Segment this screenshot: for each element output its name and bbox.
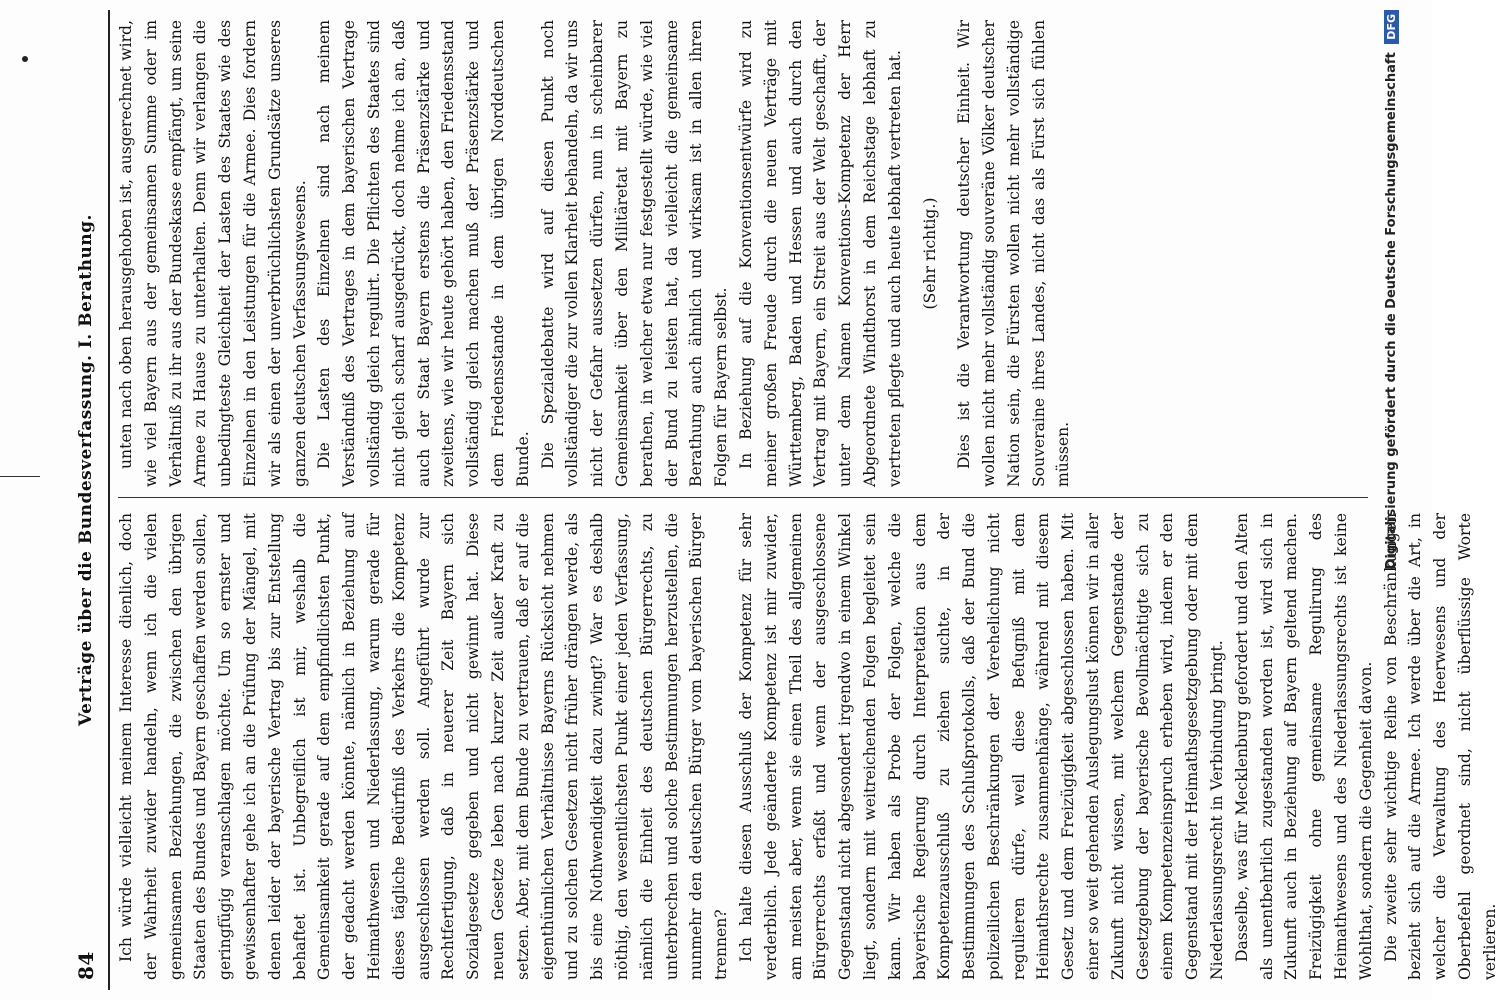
paragraph: Die zweite sehr wichtige Reihe von Beschränkungen bezieht sich auf die Armee. Ich werde über die Art, in welcher die Verwaltung des Heerwesens und der Oberbefehl geordnet sind, nicht überflüssige Worte verlieren.	[1381, 513, 1499, 980]
ink-spot	[22, 56, 28, 62]
paragraph: Die Spezialdebatte wird auf diesen Punkt noch vollständiger die zur vollen Klarheit behandeln, da wir uns nicht der Gefahr aussetzen dürfen, nun in scheinbarer Gemeinsamkeit über den Militäretat mit Bayern zu berathen, in welcher etwa nur festgestellt würde, wie viel der Bund zu leisten hat, da vielleicht die gemeinsame Berathung auch ähnlich und wirksam ist in allen ihren Folgen für Bayern selbst.	[538, 20, 731, 487]
right-column	[114, 20, 1374, 487]
left-column	[114, 513, 1499, 980]
dfg-logo: DFG	[1384, 10, 1399, 44]
digitization-credit	[1384, 0, 1414, 1000]
credit-text: Digitalisierung gefördert durch die Deutsche Forschungsgemeinschaft	[1384, 52, 1399, 570]
paragraph: Ich würde vielleicht meinem Interesse dienlich, doch der Wahrheit zuwider handeln, wenn ich die vielen gemeinsamen Beziehungen, die zwischen den übrigen Staaten des Bundes und Bayern geschaffen werden sollen, geringfügig veranschlagen möchte. Um so ernster und gewissenhafter gehe ich an die Prüfung der Mängel, mit denen leider der bayerische Vertrag bis zur Entstellung behaftet ist. Unbegreiflich ist mir, weshalb die Gemeinsamkeit gerade auf dem empfindlichsten Punkt, der gedacht werden könnte, nämlich in Beziehung auf Heimathwesen und Niederlassung, warum gerade für dieses tägliche Bedürfniß des Verkehrs die Kompetenz ausgeschlossen werden soll. Angeführt wurde zur Rechtfertigung, daß in neuerer Zeit Bayern sich Sozialgesetze gegeben und nicht gewinnt hat. Diese neuen Gesetze leben nach kurzer Zeit außer Kraft zu setzen. Aber, mit dem Bunde zu vertrauen, daß er auf die eigenthümlichen Verhältnisse Bayerns Rücksicht nehmen und zu solchen Gesetzen nicht früher drängen werde, als bis eine Nothwendigkeit dazu zwingt? War es deshalb nöthig, den wesentlichsten Punkt einer jeden Verfassung, nämlich die Einheit des deutschen Bürgerrechts, zu unterbrechen und solche Bestimmungen herzustellen, die nunmehr den deutschen Bürger vom bayerischen Bürger trennen?	[117, 513, 731, 980]
paragraph: In Beziehung auf die Konventionsentwürfe wird zu meiner großen Freude durch die neuen Verträge mit Württemberg, Baden und Hessen und auch durch den Vertrag mit Bayern, ein Streit aus der Welt geschafft, der unter dem Namen Konventions-Kompetenz der Herr Abgeordnete Windthorst in dem Reichstage lebhaft zu vertreten pflegte und auch heute lebhaft vertreten hat.	[736, 20, 904, 487]
paragraph: Ich halte diesen Ausschluß der Kompetenz für sehr verderblich. Jede geänderte Kompetenz ist mir zuwider, am meisten aber, wenn sie einen Theil des allgemeinen Bürgerrechts erfaßt und wenn der ausgeschlossene Gegenstand nicht abgesondert irgendwo in einem Winkel liegt, sondern mit weitreichenden Folgen begleitet sein kann. Wir haben als Probe der Folgen, welche die bayerische Regierung durch Interpretation aus dem Kompetenzausschluß zu ziehen suchte, in der Bestimmungen des Schlußprotokolls, daß der Bund die polizeilichen Beschränkungen der Verehelichung nicht regulieren dürfe, weil diese Befugniß mit dem Heimathsrechte zusammenhänge, während mit diesem Gesetz und dem Freizügigkeit abgeschlossen haben. Mit einer so weit gehenden Auslegungslust können wir in aller Zukunft nicht wissen, mit welchem Gegenstande der Gesetzgebung der bayerische Bevollmächtigte sich zu einem Kompetenzeinspruch erheben wird, indem er den Gegenstand mit der Heimathsgesetzgebung oder mit dem Niederlassungsrecht in Verbindung bringt.	[736, 513, 1227, 980]
applause-note: (Sehr richtig.)	[920, 197, 939, 310]
page-header	[64, 20, 108, 980]
rotated-content	[64, 0, 1499, 1000]
paragraph: Die Lasten des Einzelnen sind nach meinem Verständniß des Vertrages in dem bayerischen Vertrage vollständig gleich regulirt. Die Pflichten des Staates sind nicht gleich scharf ausgedrückt, doch nehme ich an, daß auch der Staat Bayern erstens die Präsenzstärke und zweitens, wie wir heute gehört haben, den Friedensstand vollständig gleich machen muß der Präsenzstärke und dem Friedensstande in dem übrigen Norddeutschen Bunde.	[315, 20, 532, 487]
header-rule	[108, 10, 110, 990]
edge-mark	[0, 476, 40, 477]
paragraph: Dasselbe, was für Mecklenburg gefordert und den Alten als unentbehrlich zugestanden worden ist, wird sich in Zukunft auch in Beziehung auf Bayern geltend machen. Freizügigkeit ohne gemeinsame Regulirung des Heimathwesens und des Niederlassungsrechts ist keine Wohlthat, sondern die Gegenheit davon.	[1232, 513, 1375, 980]
running-title: Verträge über die Bundesverfassung. I. Berathung.	[76, 214, 96, 726]
page-number: 84	[74, 951, 98, 980]
paragraph: unten nach oben herausgehoben ist, ausgerechnet wird, wie viel Bayern aus der gemeinsamen Summe oder im Verhältniß zu ihr aus der Bundeskasse empfängt, um seine Armee zu Hause zu unterhalten. Denn wir verlangen die unbedingteste Gleichheit der Lasten des Staates wie des Einzelnen in den Leistungen für die Armee. Dies fordern wir als einen der unverbrüchlichsten Grundsätze unseres ganzen deutschen Verfassungswesens.	[117, 20, 309, 487]
paragraph: Dies ist die Verantwortung deutscher Einheit. Wir wollen nicht mehr vollständig souveräne Völker deutscher Nation sein, die Fürsten wollen nicht mehr vollständige Souveraine ihres Landes, nicht das als Fürst sich fühlen müssen.	[955, 20, 1073, 487]
